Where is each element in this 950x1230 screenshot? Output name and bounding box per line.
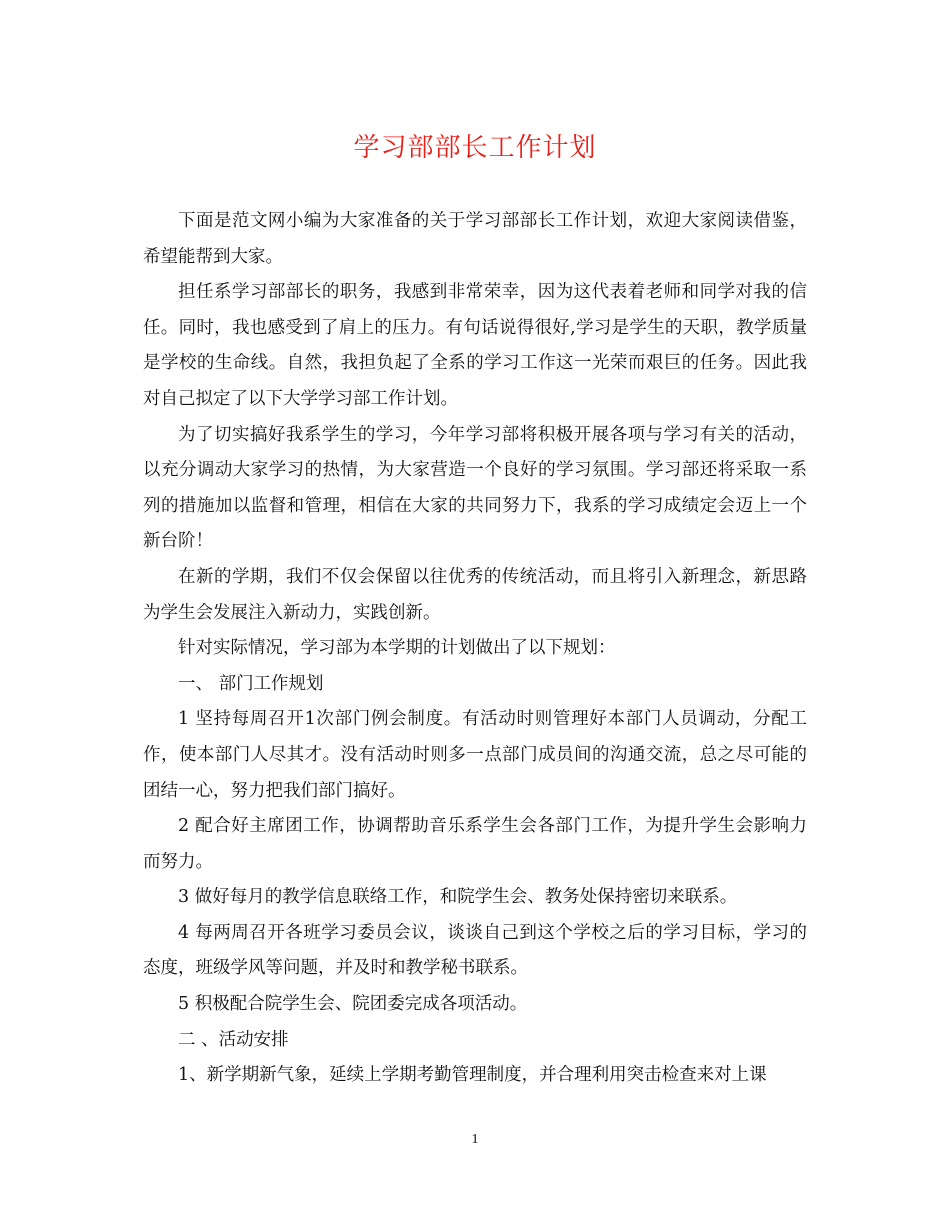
paragraph-innovation: 在新的学期，我们不仅会保留以往优秀的传统活动，而且将引入新理念，新思路为学生会发展注入新动力，实践创新。 bbox=[143, 566, 807, 623]
paragraph-intro: 下面是范文网小编为大家准备的关于学习部部长工作计划，欢迎大家阅读借鉴，希望能帮到大家。 bbox=[143, 211, 807, 267]
plan-item-3: 3 做好每月的教学信息联络工作，和院学生会、教务处保持密切来联系。 bbox=[178, 887, 738, 908]
document-body bbox=[143, 204, 807, 1094]
document-title: 学习部部长工作计划 bbox=[353, 133, 597, 163]
paragraph-responsibility: 担任系学习部部长的职务，我感到非常荣幸，因为这代表着老师和同学对我的信任。同时，我也感受到了肩上的压力。有句话说得很好,学习是学生的天职，教学质量是学校的生命线。自然，我担负起了全系的学习工作这一光荣而艰巨的任务。因此我对自己拟定了以下大学学习部工作计划。 bbox=[143, 282, 807, 409]
activity-item-1: 1、新学期新气象，延续上学期考勤管理制度，并合理利用突击检查来对上课 bbox=[178, 1065, 767, 1086]
plan-item-5: 5 积极配合院学生会、院团委完成各项活动。 bbox=[178, 994, 528, 1015]
paragraph-goal: 为了切实搞好我系学生的学习，今年学习部将积极开展各项与学习有关的活动，以充分调动大家学习的热情，为大家营造一个良好的学习氛围。学习部还将采取一系列的措施加以监督和管理，相信在大家的共同努力下，我系的学习成绩定会迈上一个新台阶！ bbox=[143, 424, 807, 552]
plan-item-1: 1 坚持每周召开1次部门例会制度。有活动时则管理好本部门人员调动，分配工作，使本部门人尽其才。没有活动时则多一点部门成员间的沟通交流，总之尽可能的团结一心，努力把我们部门搞好。 bbox=[143, 709, 807, 801]
section-heading-activities: 二 、活动安排 bbox=[178, 1029, 289, 1050]
paragraph-plan-intro: 针对实际情况，学习部为本学期的计划做出了以下规划： bbox=[178, 638, 616, 659]
page-number: 1 bbox=[471, 1132, 479, 1147]
section-heading-department-plan: 一、 部门工作规划 bbox=[178, 673, 324, 694]
plan-item-2: 2 配合好主席团工作，协调帮助音乐系学生会各部门工作，为提升学生会影响力而努力。 bbox=[143, 816, 807, 872]
plan-item-4: 4 每两周召开各班学习委员会议，谈谈自己到这个学校之后的学习目标，学习的态度，班级学风等问题，并及时和教学秘书联系。 bbox=[143, 922, 807, 979]
